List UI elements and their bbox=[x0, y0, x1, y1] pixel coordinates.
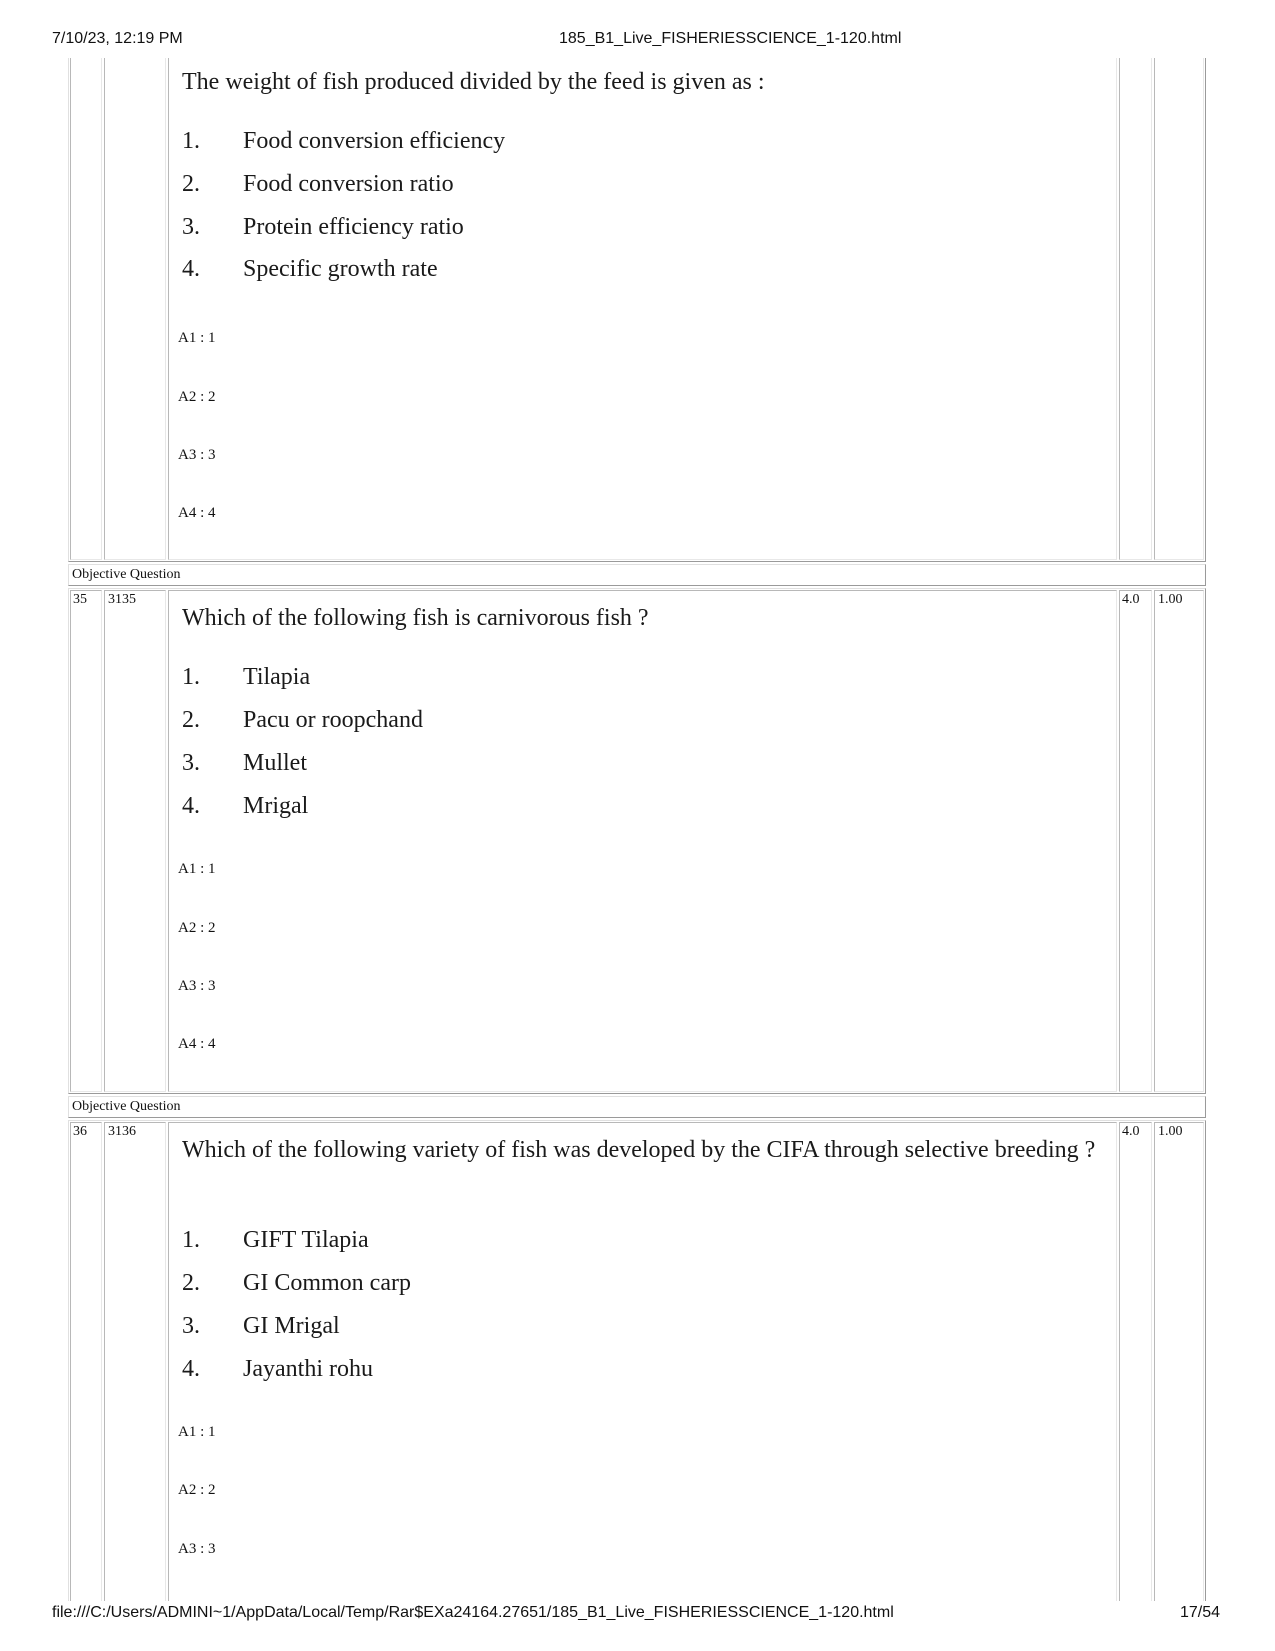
answer-label: A1 : 1 bbox=[178, 1424, 216, 1440]
answer-label: A1 : 1 bbox=[178, 330, 216, 346]
option-number: 4. bbox=[182, 256, 200, 282]
neg-cell bbox=[1154, 590, 1204, 1092]
option-text: Food conversion efficiency bbox=[243, 128, 506, 154]
option-number: 1. bbox=[182, 128, 200, 154]
qid-cell bbox=[104, 58, 166, 560]
answer-label: A2 : 2 bbox=[178, 920, 216, 936]
option-number: 3. bbox=[182, 1313, 200, 1339]
marks-cell bbox=[1119, 590, 1152, 1092]
answer-label: A1 : 1 bbox=[178, 861, 216, 877]
marks-cell bbox=[1119, 58, 1152, 560]
question-type-row bbox=[68, 564, 1206, 586]
neg-cell bbox=[1154, 58, 1204, 560]
option-text: Jayanthi rohu bbox=[243, 1356, 373, 1382]
question-type-label: Objective Question bbox=[72, 567, 181, 582]
option-number: 2. bbox=[182, 171, 200, 197]
neg-cell bbox=[1154, 1122, 1204, 1601]
marks-cell bbox=[1119, 1122, 1152, 1601]
answer-label: A2 : 2 bbox=[178, 389, 216, 405]
option-text: Mullet bbox=[243, 750, 307, 776]
print-datetime: 7/10/23, 12:19 PM bbox=[52, 30, 183, 47]
option-text: Food conversion ratio bbox=[243, 171, 454, 197]
sno-cell bbox=[70, 590, 102, 1092]
option-text: Tilapia bbox=[243, 664, 311, 690]
option-number: 3. bbox=[182, 214, 200, 240]
question-type-label: Objective Question bbox=[72, 1099, 181, 1114]
qid-cell bbox=[104, 590, 166, 1092]
sno-cell bbox=[70, 58, 102, 560]
option-text: Mrigal bbox=[243, 793, 309, 819]
option-number: 1. bbox=[182, 1227, 200, 1253]
option-text: Pacu or roopchand bbox=[243, 707, 423, 733]
option-number: 4. bbox=[182, 793, 200, 819]
question-type-row bbox=[68, 1096, 1206, 1118]
serial-number: 35 bbox=[73, 592, 87, 607]
option-number: 3. bbox=[182, 750, 200, 776]
option-number: 2. bbox=[182, 1270, 200, 1296]
serial-number: 36 bbox=[73, 1124, 87, 1139]
answer-label: A4 : 4 bbox=[178, 1036, 216, 1052]
answer-label: A2 : 2 bbox=[178, 1482, 216, 1498]
option-text: Protein efficiency ratio bbox=[243, 214, 464, 240]
question-text: The weight of fish produced divided by the feed is given as : bbox=[182, 69, 765, 95]
answer-label: A4 : 4 bbox=[178, 505, 216, 521]
answer-label: A3 : 3 bbox=[178, 447, 216, 463]
page-number: 17/54 bbox=[1180, 1604, 1221, 1621]
option-text: Specific growth rate bbox=[243, 256, 438, 282]
option-number: 2. bbox=[182, 707, 200, 733]
question-cell bbox=[168, 590, 1117, 1092]
sno-cell bbox=[70, 1122, 102, 1601]
question-text: Which of the following fish is carnivorous fish ? bbox=[182, 605, 649, 631]
question-id: 3136 bbox=[108, 1124, 136, 1139]
answer-label: A3 : 3 bbox=[178, 1541, 216, 1557]
option-number: 1. bbox=[182, 664, 200, 690]
option-text: GI Common carp bbox=[243, 1270, 411, 1296]
answer-label: A3 : 3 bbox=[178, 978, 216, 994]
marks-value: 4.0 bbox=[1122, 592, 1140, 607]
option-text: GI Mrigal bbox=[243, 1313, 340, 1339]
negative-marks-value: 1.00 bbox=[1158, 1124, 1183, 1139]
marks-value: 4.0 bbox=[1122, 1124, 1140, 1139]
question-text: Which of the following variety of fish was developed by the CIFA through selective breeding ? bbox=[182, 1137, 1096, 1163]
option-number: 4. bbox=[182, 1356, 200, 1382]
qid-cell bbox=[104, 1122, 166, 1601]
negative-marks-value: 1.00 bbox=[1158, 592, 1183, 607]
print-doc-title: 185_B1_Live_FISHERIESSCIENCE_1-120.html bbox=[559, 30, 902, 47]
print-file-path: file:///C:/Users/ADMINI~1/AppData/Local/Temp/Rar$EXa24164.27651/185_B1_Live_FISHERIESSCIENCE_1-120.html bbox=[52, 1604, 894, 1621]
option-text: GIFT Tilapia bbox=[243, 1227, 369, 1253]
question-id: 3135 bbox=[108, 592, 136, 607]
